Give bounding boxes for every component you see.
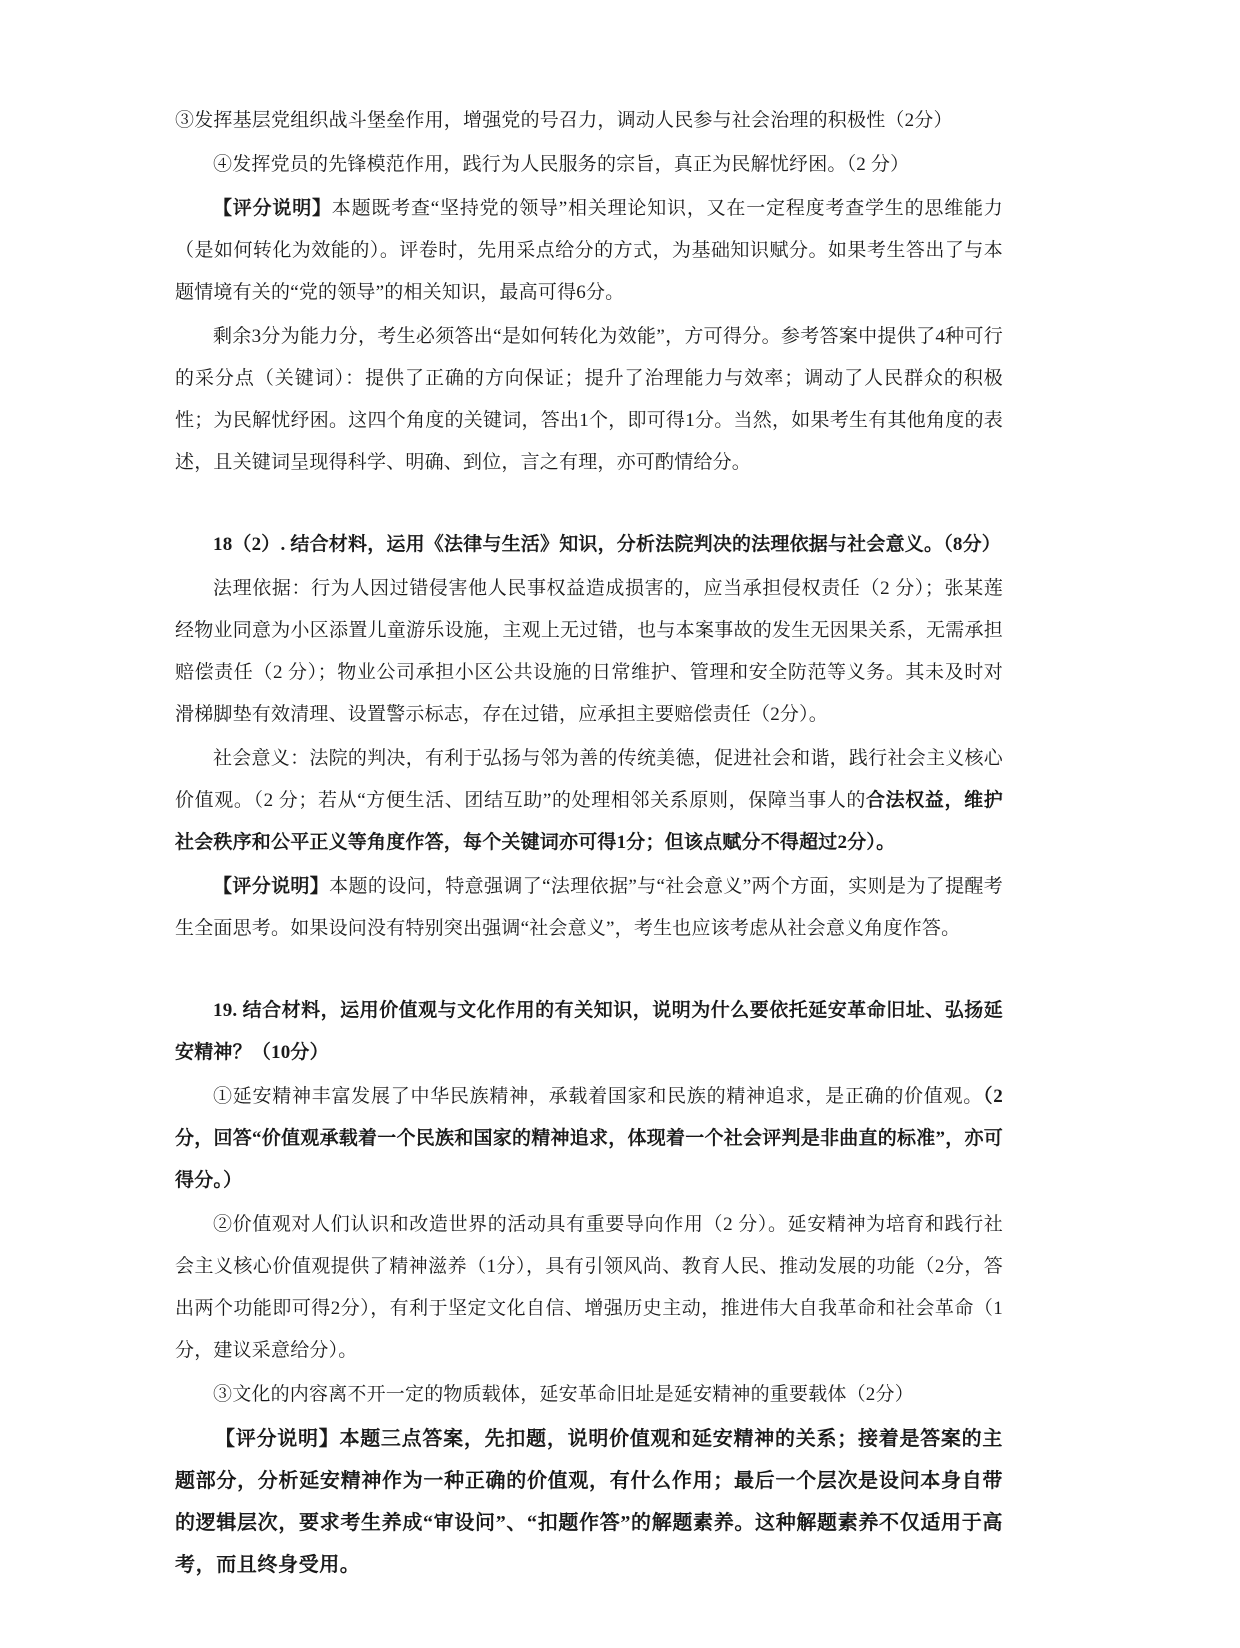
bold-text-run: 18（2）. 结合材料，运用《法律与生活》知识，分析法院判决的法理依据与社会意义。（8分） (213, 534, 1002, 555)
bold-text-run: 【评分说明】 (215, 1428, 340, 1450)
bold-text-run: （2分，回答“价值观承载着一个民族和国家的精神追求，体现着一个社会评判是非曲直的标准”，亦可得分。） (175, 1086, 1003, 1191)
text-run: 本题既考查“坚持党的领导”相关理论知识，又在一定程度考查学生的思维能力（是如何转化为效能的）。评卷时，先用采点给分的方式，为基础知识赋分。如果考生答出了与本题情境有关的“党的领导”的相关知识，最高可得6分。 (175, 198, 1003, 303)
bold-text-run: 19. 结合材料，运用价值观与文化作用的有关知识，说明为什么要依托延安革命旧址、弘扬延安精神？（10分） (175, 1000, 1003, 1063)
bold-text-run: 本题三点答案，先扣题，说明价值观和延安精神的关系；接着是答案的主题部分，分析延安精神作为一种正确的价值观，有什么作用；最后一个层次是设问本身自带的逻辑层次，要求考生养成“审设问”、“扣题作答”的解题素养。这种解题素养不仅适用于高考，而且终身受用。 (175, 1428, 1003, 1576)
text-run: 本题的设问，特意强调了“法理依据”与“社会意义”两个方面，实则是为了提醒考生全面思考。如果设问没有特别突出强调“社会意义”，考生也应该考虑从社会意义角度作答。 (175, 876, 1003, 939)
answer-paragraph (175, 144, 1003, 186)
answer-paragraph (175, 568, 1003, 736)
answer-paragraph (175, 100, 1003, 142)
text-run: ①延安精神丰富发展了中华民族精神，承载着国家和民族的精神追求，是正确的价值观。 (213, 1086, 984, 1107)
grading-note-paragraph (175, 866, 1003, 950)
bold-text-run: 合法权益，维护社会秩序和公平正义等角度作答，每个关键词亦可得1分；但该点赋分不得超过2分）。 (175, 790, 1003, 853)
text-run: ②价值观对人们认识和改造世界的活动具有重要导向作用（2 分）。延安精神为培育和践行社会主义核心价值观提供了精神滋养（1分），具有引领风尚、教育人民、推动发展的功能（2分，答出两个功能即可得2分），有利于坚定文化自信、增强历史主动，推进伟大自我革命和社会革命（1分，建议采意给分）。 (175, 1214, 1003, 1361)
answer-paragraph (175, 316, 1003, 484)
bold-text-run: 【评分说明】 (213, 876, 330, 897)
text-run: 法理依据：行为人因过错侵害他人民事权益造成损害的，应当承担侵权责任（2 分）；张某莲经物业同意为小区添置儿童游乐设施，主观上无过错，也与本案事故的发生无因果关系，无需承担赔偿责任（2 分）；物业公司承担小区公共设施的日常维护、管理和安全防范等义务。其未及时对滑梯脚垫有效清理、设置警示标志，存在过错，应承担主要赔偿责任（2分）。 (175, 578, 1003, 725)
answer-paragraph (175, 1204, 1003, 1372)
question-heading (175, 524, 1003, 566)
grading-note-paragraph (175, 1418, 1003, 1586)
answer-paragraph (175, 1374, 1003, 1416)
answer-paragraph (175, 1076, 1003, 1202)
text-run: ④发挥党员的先锋模范作用，践行为人民服务的宗旨，真正为民解忧纾困。（2 分） (213, 154, 910, 175)
text-run: ③发挥基层党组织战斗堡垒作用，增强党的号召力，调动人民参与社会治理的积极性（2分） (175, 110, 953, 131)
grading-note-paragraph (175, 188, 1003, 314)
text-run: 剩余3分为能力分，考生必须答出“是如何转化为效能”，方可得分。参考答案中提供了4种可行的采分点（关键词）：提供了正确的方向保证；提升了治理能力与效率；调动了人民群众的积极性；为民解忧纾困。这四个角度的关键词，答出1个，即可得1分。当然，如果考生有其他角度的表述，且关键词呈现得科学、明确、到位，言之有理，亦可酌情给分。 (175, 326, 1003, 473)
answer-paragraph (175, 738, 1003, 864)
text-run: 社会意义：法院的判决，有利于弘扬与邻为善的传统美德，促进社会和谐，践行社会主义核心价值观。（2 分；若从“方便生活、团结互助”的处理相邻关系原则，保障当事人的 (175, 748, 1003, 811)
text-run: ③文化的内容离不开一定的物质载体，延安革命旧址是延安精神的重要载体（2分） (213, 1384, 914, 1405)
bold-text-run: 【评分说明】 (213, 198, 332, 219)
question-heading (175, 990, 1003, 1074)
